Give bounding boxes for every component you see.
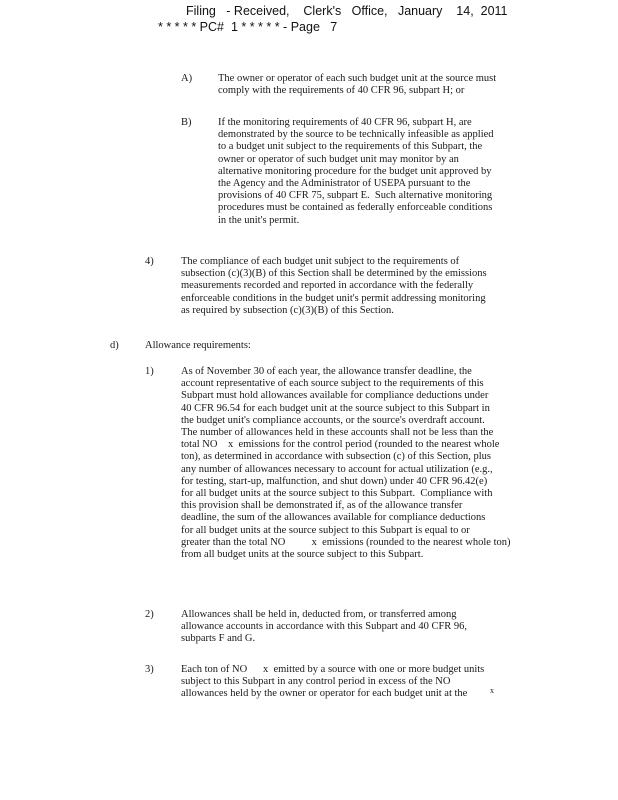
text-line: the Agency and the Administrator of USEPA pursuant to the	[218, 178, 471, 190]
text-line: total NO x emissions for the control period (rounded to the nearest whole	[181, 439, 500, 451]
paragraph-B	[218, 117, 494, 227]
text-line: Each ton of NO x emitted by a source with one or more budget units	[181, 664, 485, 675]
text-line: for all budget units at the source subject to this Subpart. Compliance with	[181, 488, 493, 500]
text-line: deadline, the sum of the allowances available for compliance deductions	[181, 512, 486, 524]
filing-stamp-line-1: Filing - Received, Clerk's Office, January 14, 2011	[186, 4, 508, 18]
text-line: The compliance of each budget unit subject to the requirements of	[181, 256, 460, 267]
paragraph-4	[181, 256, 487, 317]
text-line: As of November 30 of each year, the allowance transfer deadline, the	[181, 366, 472, 377]
text-line: ton), as determined in accordance with subsection (c) of this Section, plus	[181, 451, 491, 463]
text-line: If the monitoring requirements of 40 CFR 96, subpart H, are	[218, 117, 472, 128]
paragraph-d2	[181, 609, 467, 646]
paragraph-d1	[181, 366, 511, 561]
text-line: account representative of each source subject to the requirements of this	[181, 378, 484, 390]
paragraph-A	[218, 73, 496, 97]
item-label-d2: 2)	[145, 609, 154, 620]
text-line: demonstrated by the source to be technically infeasible as applied	[218, 129, 494, 141]
item-label-A: A)	[181, 73, 193, 84]
text-line: greater than the total NO x emissions (rounded to the nearest whole ton)	[181, 536, 511, 548]
text-line: measurements recorded and reported in accordance with the federally	[181, 280, 474, 292]
text-line: Subpart must hold allowances available for compliance deductions under	[181, 390, 489, 402]
text-line: the budget unit's compliance accounts, or the source's overdraft account.	[181, 414, 485, 426]
text-line: allowance accounts in accordance with this Subpart and 40 CFR 96,	[181, 621, 468, 633]
text-line: any number of allowances necessary to account for actual utilization (e.g.,	[181, 463, 493, 475]
text-line: this provision shall be demonstrated if, as of the allowance transfer	[181, 500, 463, 512]
text-line: Allowances shall be held in, deducted from, or transferred among	[181, 609, 457, 620]
stray-subscript-x: x	[490, 686, 494, 695]
text-line: as required by subsection (c)(3)(B) of this Section.	[181, 304, 394, 316]
item-label-4: 4)	[145, 256, 154, 267]
text-line: allowances held by the owner or operator for each budget unit at the	[181, 688, 468, 700]
text-line: 40 CFR 96.54 for each budget unit at the source subject to this Subpart in	[181, 402, 490, 414]
text-line: comply with the requirements of 40 CFR 96, subpart H; or	[218, 85, 465, 97]
text-line: from all budget units at the source subject to this Subpart.	[181, 549, 424, 561]
filing-stamp-line-2: * * * * * PC# 1 * * * * * - Page 7	[158, 20, 338, 34]
text-line: enforceable conditions in the budget unit's permit addressing monitoring	[181, 292, 486, 304]
section-label-d: d)	[110, 340, 119, 351]
text-line: for testing, start-up, malfunction, and shut down) under 40 CFR 96.42(e)	[181, 475, 488, 487]
text-line: alternative monitoring procedure for the budget unit approved by	[218, 165, 492, 177]
text-line: subsection (c)(3)(B) of this Section shall be determined by the emissions	[181, 268, 487, 280]
item-label-d3: 3)	[145, 664, 154, 675]
section-heading-d: Allowance requirements:	[145, 340, 251, 351]
text-line: to a budget unit subject to the requirements of this Subpart, the	[218, 141, 483, 153]
text-line: for all budget units at the source subject to this Subpart is equal to or	[181, 524, 470, 536]
text-line: subparts F and G.	[181, 633, 256, 645]
text-line: The owner or operator of each such budget unit at the source must	[218, 73, 497, 84]
text-line: procedures must be contained as federally enforceable conditions	[218, 202, 493, 214]
text-line: The number of allowances held in these accounts shall not be less than the	[181, 427, 494, 439]
text-line: subject to this Subpart in any control period in excess of the NO	[181, 676, 451, 688]
text-line: owner or operator of such budget unit may monitor by an	[218, 153, 459, 165]
item-label-B: B)	[181, 117, 192, 128]
item-label-d1: 1)	[145, 366, 154, 377]
text-line: in the unit's permit.	[218, 214, 300, 226]
paragraph-d3	[181, 664, 484, 701]
text-line: provisions of 40 CFR 75, subpart E. Such alternative monitoring	[218, 190, 493, 202]
